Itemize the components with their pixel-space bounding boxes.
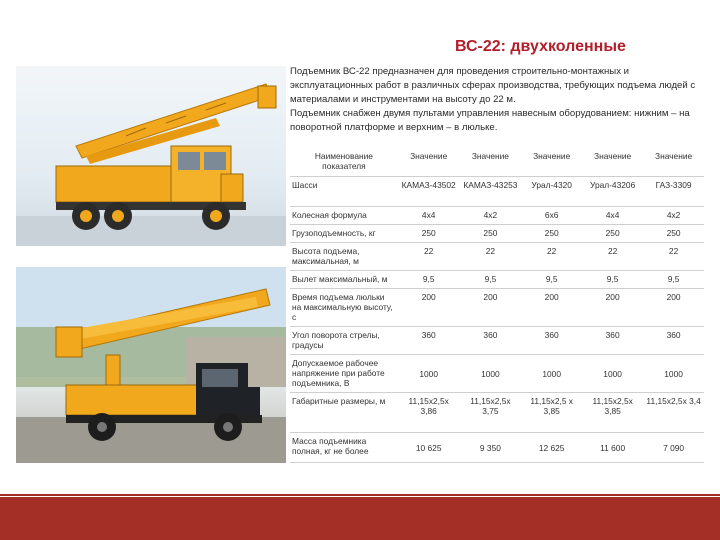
cell: 250 (521, 225, 582, 243)
cell: 9,5 (398, 271, 460, 289)
row-label: Колесная формула (290, 207, 398, 225)
cell: 9,5 (582, 271, 643, 289)
footer-divider (0, 494, 720, 496)
row-label: Допускаемое рабочее напряжение при работе подъемника, В (290, 355, 398, 393)
row-label: Вылет максимальный, м (290, 271, 398, 289)
cell: 200 (398, 289, 460, 327)
cell: 11,15x2,5 x 3,85 (521, 393, 582, 433)
footer-bar (0, 497, 720, 540)
cell: 1000 (643, 355, 704, 393)
row-label: Габаритные размеры, м (290, 393, 398, 433)
cell: ГАЗ-3309 (643, 177, 704, 207)
cell: 22 (398, 243, 460, 271)
cell: 10 625 (398, 433, 460, 463)
table-row (290, 327, 704, 355)
cell: 22 (460, 243, 522, 271)
table-row (290, 243, 704, 271)
cell: 250 (398, 225, 460, 243)
table-row (290, 177, 704, 207)
cell: 22 (582, 243, 643, 271)
cell: 360 (398, 327, 460, 355)
row-label: Масса подъемника полная, кг не более (290, 433, 398, 463)
table-row (290, 355, 704, 393)
cell: 200 (643, 289, 704, 327)
header-value: Значение (582, 148, 643, 177)
cell: 4x2 (460, 207, 522, 225)
header-value: Значение (521, 148, 582, 177)
header-value: Значение (398, 148, 460, 177)
cell: 360 (643, 327, 704, 355)
cell: 6x6 (521, 207, 582, 225)
row-label: Шасси (290, 177, 398, 207)
cell: 360 (460, 327, 522, 355)
header-parameter: Наименование показателя (290, 148, 398, 177)
header-value: Значение (460, 148, 522, 177)
row-label: Угол поворота стрелы, градусы (290, 327, 398, 355)
truck-photo-ural (16, 66, 286, 246)
cell: 9,5 (643, 271, 704, 289)
cell: 1000 (521, 355, 582, 393)
cell: КАМАЗ-43253 (460, 177, 522, 207)
cell: 7 090 (643, 433, 704, 463)
cell: КАМАЗ-43502 (398, 177, 460, 207)
cell: 11,15x2,5x 3,85 (582, 393, 643, 433)
row-label: Время подъема люльки на максимальную высоту, с (290, 289, 398, 327)
cell: 360 (582, 327, 643, 355)
ural-truck-illustration (16, 66, 286, 246)
table-row (290, 393, 704, 433)
cell: 360 (521, 327, 582, 355)
cell: Урал-4320 (521, 177, 582, 207)
table-header-row (290, 148, 704, 177)
description (290, 65, 710, 135)
cell: 12 625 (521, 433, 582, 463)
cell: 1000 (398, 355, 460, 393)
row-label: Грузоподъемность, кг (290, 225, 398, 243)
gaz-truck-illustration (16, 267, 286, 463)
cell: 200 (582, 289, 643, 327)
table-row (290, 433, 704, 463)
table-row (290, 207, 704, 225)
specifications-table (290, 148, 704, 463)
cell: 1000 (460, 355, 522, 393)
cell: 22 (521, 243, 582, 271)
cell: Урал-43206 (582, 177, 643, 207)
cell: 1000 (582, 355, 643, 393)
cell: 9,5 (521, 271, 582, 289)
header-value: Значение (643, 148, 704, 177)
cell: 4x2 (643, 207, 704, 225)
cell: 11,15x2,5x 3,4 (643, 393, 704, 433)
cell: 4x4 (582, 207, 643, 225)
cell: 11,15x2,5x 3,75 (460, 393, 522, 433)
cell: 200 (460, 289, 522, 327)
table-row (290, 271, 704, 289)
cell: 9 350 (460, 433, 522, 463)
cell: 250 (582, 225, 643, 243)
cell: 4x4 (398, 207, 460, 225)
description-paragraph-2: Подъемник снабжен двумя пультами управления навесным оборудованием: нижним – на поворотной платформе и верхним – в люльке. (290, 108, 690, 133)
cell: 250 (643, 225, 704, 243)
table-row (290, 289, 704, 327)
description-paragraph-1: Подъемник ВС-22 предназначен для проведения строительно-монтажных и эксплуатационных работ в различных сферах производства, требующих подъема людей с материалами и инструментами на высоту до 22 м. (290, 66, 696, 105)
cell: 11 600 (582, 433, 643, 463)
cell: 11,15x2,5x 3,86 (398, 393, 460, 433)
cell: 9,5 (460, 271, 522, 289)
row-label: Высота подъема, максимальная, м (290, 243, 398, 271)
slide-title: ВС-22: двухколенные (455, 38, 626, 55)
cell: 200 (521, 289, 582, 327)
cell: 22 (643, 243, 704, 271)
cell: 250 (460, 225, 522, 243)
table-row (290, 225, 704, 243)
truck-photo-gaz (16, 267, 286, 463)
